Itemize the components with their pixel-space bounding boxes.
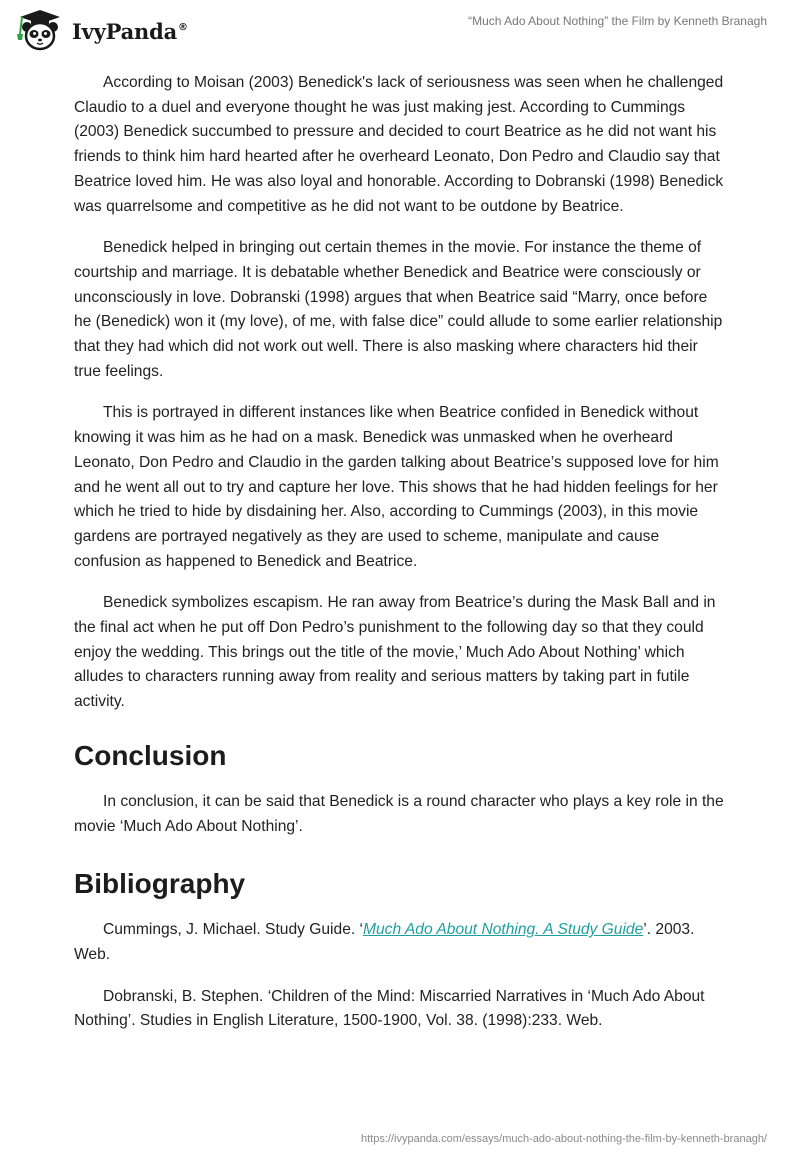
conclusion-heading: Conclusion: [74, 739, 227, 771]
body-paragraph: Benedick helped in bringing out certain themes in the movie. For instance the theme of courtship and marriage. It is debatable whether Benedick and Beatrice were consciously or unconsciously in love. Dobranski (1998) argues that when Beatrice said “Marry, once before he (Benedick) won it (my love), of me, with false dice” could allude to some earlier relationship that they had which did not work out well. There is also masking where characters hid their true feelings.: [74, 239, 723, 380]
document-title: “Much Ado About Nothing” the Film by Kenneth Branagh: [468, 14, 767, 28]
bibliography-entry: [74, 918, 726, 967]
body-paragraph: Benedick symbolizes escapism. He ran away from Beatrice’s during the Mask Ball and in the final act when he put off Don Pedro’s punishment to the following day so that they could enjoy the wedding. This brings out the title of the movie,’ Much Ado About Nothing’ which alludes to characters running away from reality and serious matters by taking part in futile activity.: [74, 594, 716, 711]
brand-name: IvyPanda®: [72, 18, 188, 44]
conclusion-paragraph: In conclusion, it can be said that Benedick is a round character who plays a key role in the movie ‘Much Ado About Nothing’.: [74, 792, 724, 835]
panda-graduate-icon: [14, 8, 66, 52]
page-header: [0, 0, 800, 56]
bibliography-entry: Dobranski, B. Stephen. ‘Children of the Mind: Miscarried Narratives in ‘Much Ado About Nothing’. Studies in English Literature, 1500-1900, Vol. 38. (1998):233. Web.: [74, 987, 705, 1030]
body-paragraph: This is portrayed in different instances like when Beatrice confided in Benedick without knowing it was him as he had on a mask. Benedick was unmasked when he overheard Leonato, Don Pedro and Claudio in the garden talking about Beatrice’s supposed love for him and he went all out to try and capture her love. This shows that he had hidden feelings for her which he tried to hide by disdaining her. Also, according to Cummings (2003), in this movie gardens are portrayed negatively as they are used to scheme, manipulate and cause confusion as happened to Benedick and Beatrice.: [74, 404, 719, 570]
study-guide-link[interactable]: Much Ado About Nothing. A Study Guide: [363, 921, 644, 939]
body-paragraph: According to Moisan (2003) Benedick's lack of seriousness was seen when he challenged Claudio to a duel and everyone thought he was just making jest. According to Cummings (2003) Benedick succumbed to pressure and decided to court Beatrice as he did not want his friends to think him hard hearted after he overheard Leonato, Don Pedro and Claudio say that Beatrice loved him. He was also loyal and honorable. According to Dobranski (1998) Benedick was quarrelsome and competitive as he did not want to be outdone by Beatrice.: [74, 74, 724, 215]
registered-mark: ®: [178, 21, 188, 33]
bibliography-heading: Bibliography: [74, 868, 246, 900]
brand-logo[interactable]: [14, 8, 188, 52]
citation-suffix: ’. 2003. Web.: [74, 921, 695, 963]
source-url: https://ivypanda.com/essays/much-ado-about-nothing-the-film-by-kenneth-branagh/: [361, 1133, 767, 1145]
essay-content: [74, 71, 726, 1051]
citation-prefix: Cummings, J. Michael. Study Guide. ‘: [103, 921, 363, 939]
